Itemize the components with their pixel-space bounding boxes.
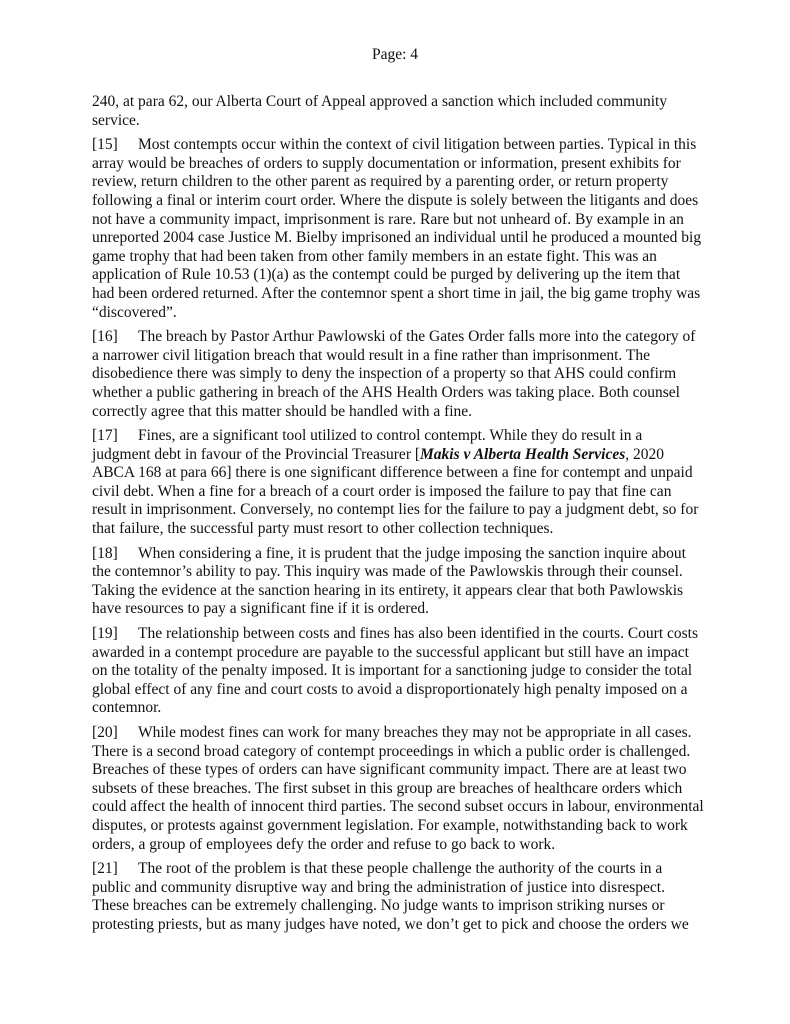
case-citation-name: Makis v Alberta Health Services bbox=[420, 445, 626, 463]
paragraph-number: [21] bbox=[92, 860, 118, 878]
paragraph-16 bbox=[92, 328, 704, 421]
paragraph-21 bbox=[92, 860, 704, 934]
page-number: Page: 4 bbox=[371, 46, 419, 63]
paragraph-15 bbox=[92, 136, 704, 322]
paragraph-19 bbox=[92, 625, 704, 718]
paragraph-number: [20] bbox=[92, 724, 118, 741]
paragraph-number: [19] bbox=[92, 625, 118, 643]
paragraph-number: [16] bbox=[92, 328, 118, 346]
document-body bbox=[92, 93, 704, 941]
paragraph-number: [18] bbox=[92, 544, 118, 562]
paragraph-20 bbox=[92, 724, 704, 854]
paragraph-text: The relationship between costs and fines has also been identified in the courts. Court costs awarded in a contempt procedure are payable to the successful applicant but still have an impact on the totality of the penalty imposed. It is important for a sanctioning judge to consider the total global effect of any fine and court costs to avoid a disproportionately high penalty imposed on a contemnor. bbox=[92, 625, 699, 717]
continuation-paragraph: 240, at para 62, our Alberta Court of Appeal approved a sanction which included community service. bbox=[92, 93, 668, 129]
paragraph-17 bbox=[92, 427, 704, 539]
paragraph-number: [17] bbox=[92, 427, 118, 445]
paragraph-text: When considering a fine, it is prudent that the judge imposing the sanction inquire about the contemnor’s ability to pay. This inquiry was made of the Pawlowskis through their counsel. Taking the evidence at the sanction hearing in its entirety, it appears clear that both Pawlowskis have resources to pay a significant fine if it is ordered. bbox=[92, 544, 686, 618]
paragraph-18 bbox=[92, 545, 704, 619]
paragraph-text: While modest fines can work for many breaches they may not be appropriate in all cases. There is a second broad category of contempt proceedings in which a public order is challenged. Breaches of these types of orders can have significant community impact. There are at least two subsets of these breaches. The first subset in this group are breaches of healthcare orders which could affect the health of innocent third parties. The second subset occurs in labour, environmental disputes, or protests against government legislation. For example, notwithstanding back to work orders, a group of employees defy the order and refuse to go back to work. bbox=[92, 724, 704, 853]
paragraph-text: The breach by Pastor Arthur Pawlowski of the Gates Order falls more into the category of a narrower civil litigation breach that would result in a fine rather than imprisonment. The disobedience there was simply to deny the inspection of a property so that AHS could confirm whether a public gathering in breach of the AHS Health Orders was taking place. Both counsel correctly agree that this matter should be handled with a fine. bbox=[92, 328, 696, 420]
paragraph-text: The root of the problem is that these people challenge the authority of the courts in a public and community disruptive way and bring the administration of justice into disrespect. These breaches can be extremely challenging. No judge wants to imprison striking nurses or protesting priests, but as many judges have noted, we don’t get to pick and choose the orders we bbox=[92, 860, 689, 933]
paragraph-text: Most contempts occur within the context of civil litigation between parties. Typical in this array would be breaches of orders to supply documentation or information, present exhibits for review, return children to the other parent as required by a parenting order, or return property following a final or interim court order. Where the dispute is solely between the litigants and does not have a community impact, imprisonment is rare. Rare but not unheard of. By example in an unreported 2004 case Justice M. Bielby imprisoned an individual until he produced a mounted big game trophy that had been taken from other family members in an estate fight. This was an application of Rule 10.53 (1)(a) as the contempt could be purged by delivering up the item that had been ordered returned. After the contemnor spent a short time in jail, the big game trophy was “discovered”. bbox=[92, 136, 702, 321]
paragraph-text-before: Fines, are a significant tool utilized to control contempt. While they do result in a judgment debt in favour of the Provincial Treasurer [ bbox=[92, 427, 643, 463]
paragraph-number: [15] bbox=[92, 136, 118, 154]
paragraph-text-after: , 2020 ABCA 168 at para 66] there is one significant difference between a fine for contempt and unpaid civil debt. When a fine for a breach of a court order is imposed the failure to pay that fine can result in imprisonment. Conversely, no contempt lies for the failure to pay a judgment debt, so for that failure, the successful party must resort to other collection techniques. bbox=[92, 445, 699, 538]
